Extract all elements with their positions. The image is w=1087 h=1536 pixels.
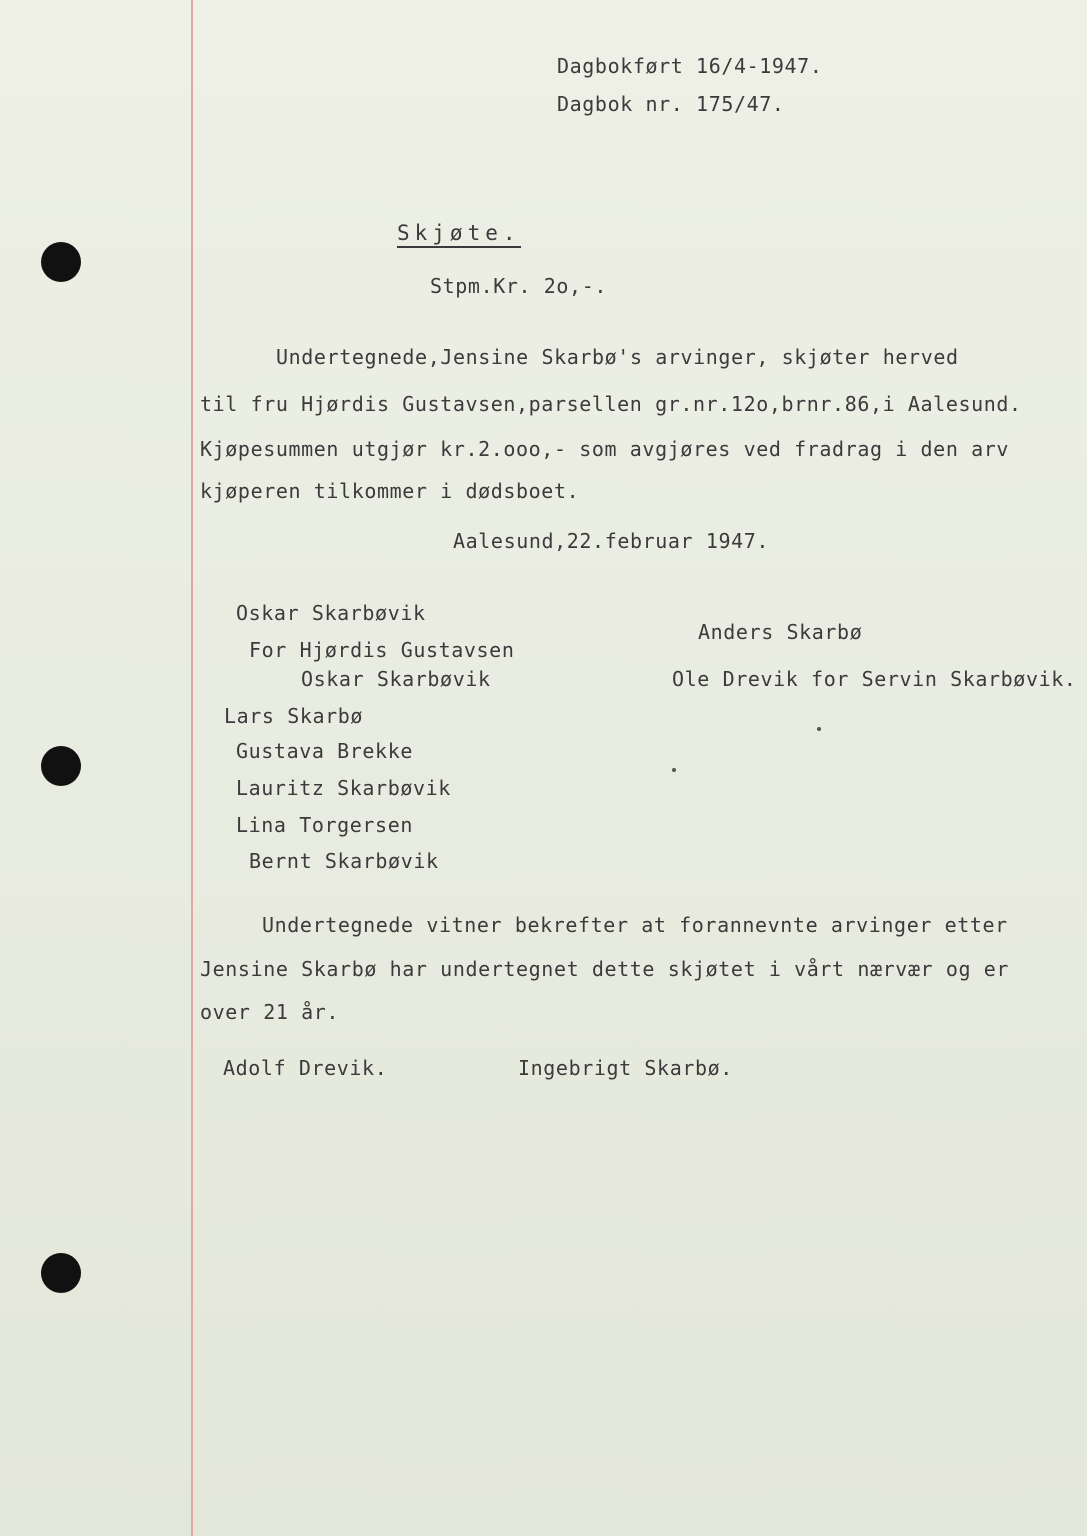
journal-entry-date: Dagbokført 16/4-1947. [557, 54, 823, 78]
witness-line-3: over 21 år. [200, 1000, 340, 1024]
margin-rule [191, 0, 193, 1536]
punch-hole-middle [41, 746, 81, 786]
ink-speck [817, 727, 821, 731]
signature-left-3: Oskar Skarbøvik [301, 667, 491, 691]
body-line-1: Undertegnede,Jensine Skarbø's arvinger, skjøter herved [276, 345, 959, 369]
body-line-3: Kjøpesummen utgjør kr.2.ooo,- som avgjøres ved fradrag i den arv [200, 437, 1010, 461]
witness-line-2: Jensine Skarbø har undertegnet dette skjøtet i vårt nærvær og er [200, 957, 1010, 981]
signature-right-1: Anders Skarbø [698, 620, 863, 644]
signature-left-8: Bernt Skarbøvik [249, 849, 439, 873]
signature-left-5: Gustava Brekke [236, 739, 413, 763]
signature-left-4: Lars Skarbø [224, 704, 364, 728]
signature-left-7: Lina Torgersen [236, 813, 413, 837]
place-and-date: Aalesund,22.februar 1947. [453, 529, 770, 553]
witness-signature-1: Adolf Drevik. [223, 1056, 388, 1080]
signature-left-1: Oskar Skarbøvik [236, 601, 426, 625]
signature-right-2: Ole Drevik for Servin Skarbøvik. [672, 667, 1077, 691]
ink-speck [672, 768, 676, 772]
stamp-duty: Stpm.Kr. 2o,-. [430, 274, 607, 298]
document-title: Skjøte. [397, 221, 521, 248]
body-line-4: kjøperen tilkommer i dødsboet. [200, 479, 580, 503]
punch-hole-bottom [41, 1253, 81, 1293]
signature-left-6: Lauritz Skarbøvik [236, 776, 451, 800]
witness-line-1: Undertegnede vitner bekrefter at forannevnte arvinger etter [262, 913, 1008, 937]
witness-signature-2: Ingebrigt Skarbø. [518, 1056, 733, 1080]
body-line-2: til fru Hjørdis Gustavsen,parsellen gr.nr.12o,brnr.86,i Aalesund. [200, 392, 1022, 416]
signature-left-2: For Hjørdis Gustavsen [249, 638, 515, 662]
journal-number: Dagbok nr. 175/47. [557, 92, 785, 116]
punch-hole-top [41, 242, 81, 282]
